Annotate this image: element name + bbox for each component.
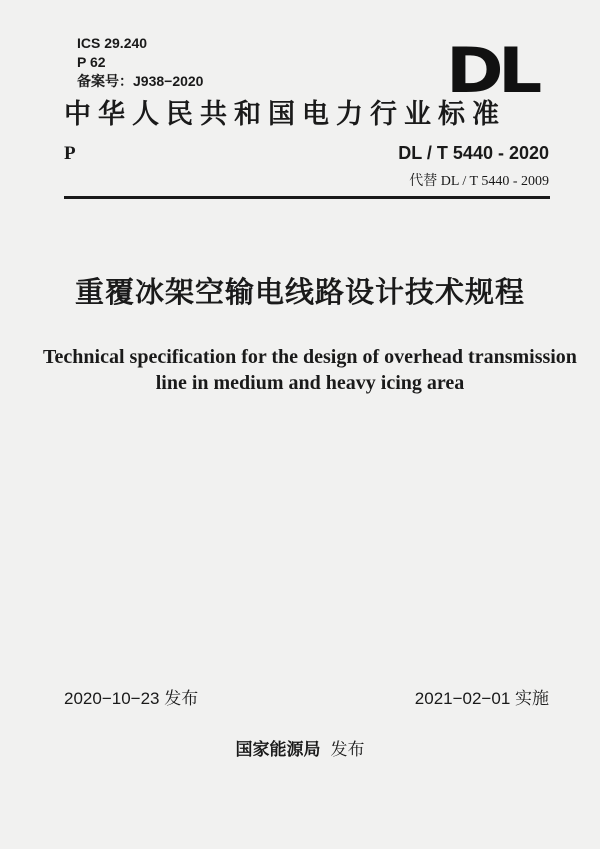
title-en-line-1: Technical specification for the design of overhead transmission	[43, 346, 577, 368]
filing-number: 备案号：J938−2020	[77, 73, 204, 89]
document-title-en	[40, 344, 580, 396]
publisher-line	[0, 735, 600, 760]
publisher-name: 国家能源局	[235, 740, 321, 759]
category-code: P 62	[77, 54, 106, 70]
implementation-date: 2021−02−01 实施	[414, 689, 549, 708]
dl-logo: DL	[446, 34, 537, 107]
standard-number: DL / T 5440 - 2020	[398, 143, 549, 163]
category-letter: P	[64, 143, 76, 164]
replaces-standard: 代替 DL / T 5440 - 2009	[409, 174, 549, 189]
header-divider	[64, 196, 550, 199]
issue-date: 2020−10−23 发布	[64, 689, 199, 708]
document-title-zh: 重覆冰架空输电线路设计技术规程	[74, 277, 525, 309]
publish-verb: 发布	[330, 740, 365, 759]
classification-block	[77, 34, 203, 91]
standard-type-heading: 中华人民共和国电力行业标准	[64, 99, 506, 130]
ics-code: ICS 29.240	[77, 35, 148, 51]
title-en-line-2: line in medium and heavy icing area	[155, 372, 465, 394]
